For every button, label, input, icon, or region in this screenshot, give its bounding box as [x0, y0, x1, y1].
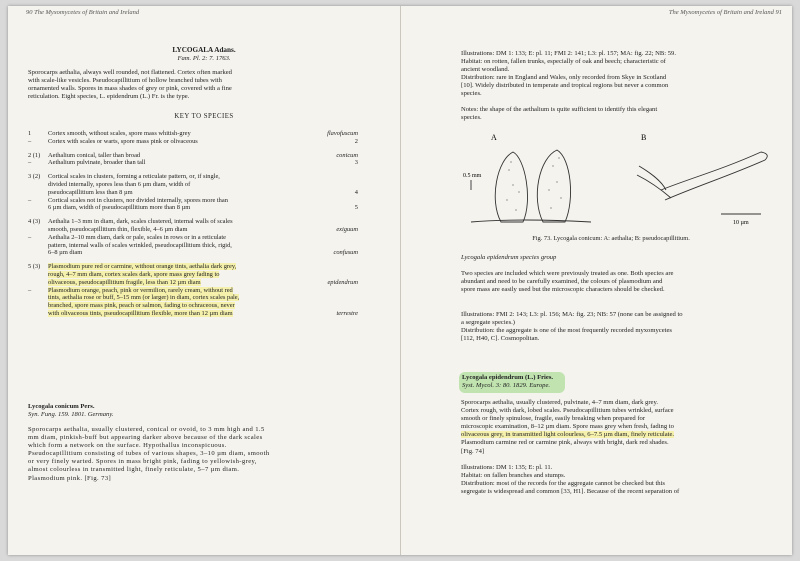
key-number: – — [28, 233, 32, 241]
scale-label-b: 10 µm — [733, 220, 749, 226]
genus-desc-line: ornamented walls. Spores in mass shades of grey or pink, covered with a fine — [28, 85, 232, 93]
key-target: terrestre — [336, 309, 358, 317]
key-number: – — [28, 159, 32, 167]
figure-label-b: B — [641, 133, 647, 142]
epidendrum-illustrations — [461, 464, 781, 496]
running-header-left: 90 The Myxomycetes of Britain and Ireland — [26, 9, 140, 16]
desc-line: Pseudocapillitium consisting of tubes of various shapes, 3–10 µm diam, smooth — [28, 450, 270, 458]
text-line: Habitat: on fallen branches and stumps. — [461, 472, 566, 480]
key-couplet — [28, 130, 358, 138]
desc-line: olivaceous grey, in transmitted light colourless, 6–7.5 µm diam, finely reticulate. — [461, 431, 675, 439]
key-target: confusum — [333, 249, 358, 257]
key-couplet — [28, 173, 358, 196]
key-target: flavofuscum — [327, 130, 358, 137]
key-text-line: Aethalium conical, taller than broad — [48, 151, 141, 159]
figure-label-a: A — [491, 133, 497, 142]
species-title-conicum: Lycogala conicum Pers. — [28, 403, 95, 410]
text-line: [112, H40, C]. Cosmopolitan. — [461, 335, 540, 343]
species-reference-epidendrum: Syst. Mycol. 3: 80. 1829. Europe. — [462, 382, 551, 390]
species-key — [28, 130, 358, 380]
pseudocapillitium-drawing — [637, 152, 767, 214]
key-text-line: divided internally, spores less than 6 µm diam, width of — [48, 180, 191, 188]
text-line: Illustrations: FMI 2: 143; L3: pl. 156; MA: fig. 23; NB: 57 (none can be assigned to — [461, 311, 683, 318]
text-line: Distribution: most of the records for the aggregate cannot be checked but this — [461, 480, 665, 488]
desc-line: Plasmodium carmine red or carmine pink, always with bright, dark red shades. — [461, 439, 669, 447]
text-line: Distribution: the aggregate is one of the most frequently recorded myxomycetes — [461, 327, 672, 335]
species-title-epidendrum: Lycogala epidendrum (L.) Fries. — [462, 374, 554, 381]
key-text-line: Cortical scales in clusters, forming a reticulate pattern, or, if single, — [48, 173, 220, 181]
genus-title: LYCOGALA Adans. — [172, 46, 236, 54]
scale-label-a: 0.5 mm — [463, 173, 482, 179]
desc-line: or very finely warted. Spores in mass bright pink, fading to yellowish-grey, — [28, 458, 257, 466]
genus-reference: Fam. Pl. 2: 7. 1763. — [177, 55, 231, 62]
text-line: species. — [461, 90, 482, 98]
text-line: Illustrations: DM 1: 135; E: pl. 11. — [461, 464, 553, 471]
key-text-line: Aethalium pulvinate, broader than tall — [48, 159, 146, 167]
desc-line: almost colourless in transmitted light, finely reticulate, 5–7 µm diam. — [28, 466, 240, 474]
text-line: Habitat: on rotten, fallen trunks, especially of oak and beech; characteristic of — [461, 58, 666, 66]
desc-line: which form a network on the surface. Hypothallus inconspicuous. — [28, 442, 227, 450]
text-line: Notes: the shape of the aethalium is quite sufficient to identify this elegant — [461, 106, 658, 113]
key-couplet — [28, 234, 358, 257]
genus-description — [28, 69, 378, 101]
genus-desc-line: Sporocarps aethalia, always well rounded, not flattened. Cortex often marked — [28, 69, 232, 76]
key-text-line: Aethalia 1–3 mm in diam, dark, scales clustered, internal walls of scales — [48, 218, 233, 226]
text-line: Distribution: rare in England and Wales, only recorded from Skye in Scotland — [461, 74, 667, 82]
key-target: 4 — [354, 188, 358, 196]
tube-branch — [637, 166, 671, 198]
species-description-epidendrum — [461, 399, 781, 456]
key-number: – — [28, 137, 32, 145]
key-text-line: Cortical scales not in clusters, nor divided internally, spores more than — [48, 196, 228, 204]
key-number: 4 (3) — [28, 218, 41, 226]
key-couplet — [28, 159, 358, 167]
desc-line: mm diam, pinkish-buff but appearing darker above because of the dark scales — [28, 434, 263, 442]
group-title: Lycogala epidendrum species group — [461, 254, 557, 261]
key-couplet — [28, 218, 358, 234]
key-text-line: pattern, internal walls of scales wrinkled, pseudocapillitium thick, rigid, — [48, 241, 232, 249]
conicum-notes — [461, 106, 779, 122]
group-illustrations — [461, 311, 779, 343]
key-target: epidendrum — [327, 278, 358, 286]
right-page — [401, 6, 792, 555]
key-text-line: Aethalia 2–10 mm diam, dark or pale, scales in rows or in a reticulate — [48, 233, 226, 241]
aethalium-left — [495, 152, 527, 222]
key-text-line: with olivaceous tints, pseudocapillitium flexible, more than 12 µm diam — [48, 309, 233, 317]
key-text-line: smooth, pseudocapillitium thin, flexible, 4–6 µm diam — [48, 225, 188, 233]
text-line: ancient woodland. — [461, 66, 510, 74]
key-number: 3 (2) — [28, 173, 41, 181]
text-line: a segregate species.) — [461, 319, 516, 327]
genus-desc-line: with scale-like vesicles. Pseudocapillitium of hollow branched tubes with — [28, 77, 222, 85]
aethalia-drawing — [471, 150, 591, 222]
desc-line: smooth or finely spinulose, fragile, easily breaking when prepared for — [461, 415, 646, 423]
key-number: – — [28, 286, 32, 294]
text-line: segregate is widespread and common [33, H1]. Because of the recent separation of — [461, 488, 680, 496]
species-reference-conicum: Syn. Fung. 159. 1801. Germany. — [28, 411, 114, 418]
text-line: Two species are included which were previously treated as one. Both species are — [461, 270, 674, 277]
book-spread — [8, 6, 792, 555]
key-text-line: 6 µm diam, width of pseudocapillitium more than 8 µm — [48, 204, 191, 212]
key-couplet — [28, 138, 358, 146]
key-text-line: Cortex with scales or warts, spore mass pink or olivaceous — [48, 137, 198, 145]
key-target: conicum — [336, 151, 358, 159]
desc-line: [Fig. 74] — [461, 447, 485, 455]
key-couplet — [28, 287, 358, 318]
figure-caption: Fig. 73. Lycogala conicum: A: aethalia; B: pseudocapillitium. — [532, 235, 690, 242]
tube-main — [661, 152, 765, 200]
conicum-illustrations — [461, 50, 779, 99]
key-number: 2 (1) — [28, 151, 41, 159]
text-line: Illustrations: DM 1: 133; E: pl. 11; FMI 2: 141; L3: pl. 157; MA: fig. 22; NB: 59. — [461, 50, 676, 57]
key-title: KEY TO SPECIES — [174, 113, 234, 120]
genus-desc-line: reticulation. Eight species, L. epidendrum (L.) Fr. is the type. — [28, 93, 190, 101]
desc-line: Sporocarps aethalia, usually clustered, pulvinate, 4–7 mm diam, dark grey. — [461, 399, 658, 406]
key-text-line: Plasmodium pure red or carmine, without orange tints, aethalia dark grey, — [48, 263, 237, 271]
running-header-right: The Myxomycetes of Britain and Ireland 91 — [668, 9, 782, 16]
text-line: abundant and need to be carefully examined, the colours of plasmodium and — [461, 278, 663, 286]
left-page — [8, 6, 400, 555]
text-line: [10]. Widely distributed in temperate and tropical regions but never a common — [461, 82, 669, 90]
key-target: 2 — [354, 137, 358, 145]
substrate-line — [471, 220, 591, 222]
key-text-line: tints, aethalia rose or buff, 5–15 mm (or larger) in diam, cortex scales pale, — [48, 294, 240, 302]
figure-73 — [461, 130, 781, 250]
text-line: species. — [461, 114, 482, 122]
group-description — [461, 270, 779, 294]
key-couplet — [28, 197, 358, 213]
key-text-line: rough, 4–7 mm diam, cortex scales dark, spore mass grey fading to — [48, 270, 220, 278]
key-target: exiguum — [336, 225, 358, 233]
text-line: spore mass are easily used but the microscopic characters should be checked. — [461, 286, 665, 294]
key-text-line: pseudocapillitium less than 8 µm — [48, 188, 133, 196]
key-number: – — [28, 196, 32, 204]
key-target: 5 — [354, 204, 358, 212]
key-text-line: branched, spore mass pink, peach or salmon, fading to ochraceous, never — [48, 302, 235, 310]
desc-line: Sporocarps aethalia, usually clustered, conical or ovoid, to 3 mm high and 1.5 — [28, 426, 265, 433]
species-description-conicum — [28, 426, 378, 483]
key-text-line: 6–8 µm diam — [48, 249, 83, 257]
desc-line: microscopic examination, 8–12 µm diam. Spore mass grey when fresh, fading to — [461, 423, 674, 431]
key-number: 5 (3) — [28, 263, 41, 271]
aethalia-stipple — [506, 157, 561, 210]
key-number: 1 — [28, 130, 32, 137]
key-text-line: Cortex smooth, without scales, spore mass whitish-grey — [48, 130, 191, 137]
desc-line: Cortex rough, with dark, lobed scales. Pseudocapillitium tubes wrinkled, surface — [461, 407, 674, 415]
species-heading-epidendrum — [459, 372, 565, 393]
desc-line: Plasmodium pink. [Fig. 73] — [28, 474, 112, 482]
aethalium-right — [537, 150, 570, 222]
key-text-line: Plasmodium orange, peach, pink or vermilion, rarely cream, without red — [48, 286, 233, 294]
tube-end — [761, 152, 767, 160]
key-target: 3 — [354, 159, 358, 167]
key-couplet — [28, 152, 358, 160]
key-couplet — [28, 263, 358, 286]
key-text-line: olivaceous, pseudocapillitium fragile, less than 12 µm diam — [48, 278, 201, 286]
